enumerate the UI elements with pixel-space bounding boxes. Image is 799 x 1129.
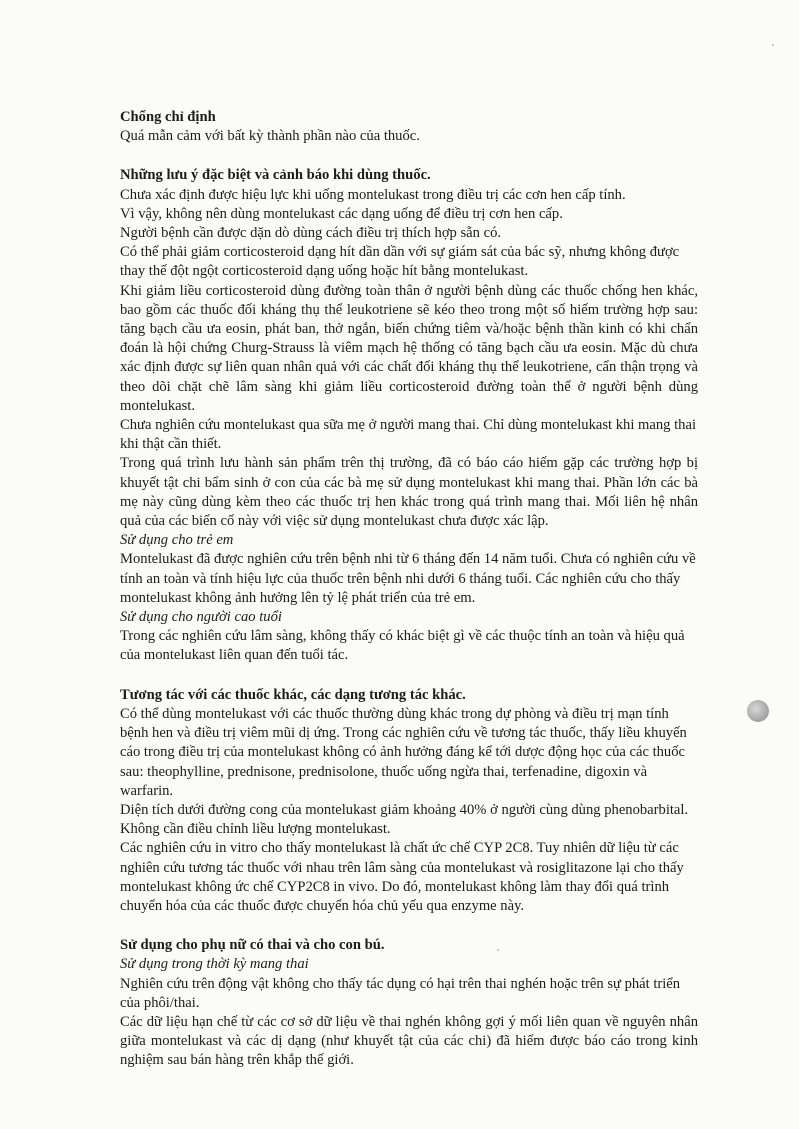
section-heading: Chống chỉ định: [120, 109, 216, 125]
paragraph: Trong quá trình lưu hành sản phẩm trên thị trường, đã có báo cáo hiếm gặp các trường hợp bị khuyết tật chi bẩm sinh ở con của các bà mẹ sử dụng montelukast khi mang thai. Phần lớn các bà mẹ này cũng dùng kèm theo các thuốc trị hen khác trong quá trình mang thai. Mối liên hệ nhân quả của các biến cố này với việc sử dụng montelukast chưa được xác lập.: [120, 455, 698, 530]
paragraph: Có thể phải giảm corticosteroid dạng hít dần dần với sự giám sát của bác sỹ, nhưng không được thay thế đột ngột corticosteroid dạng uống hoặc hít bằng montelukast.: [120, 244, 680, 280]
paragraph: Nghiên cứu trên động vật không cho thấy tác dụng có hại trên thai nghén hoặc trên sự phát triển của phôi/thai.: [120, 975, 681, 1011]
scan-speck: [772, 44, 774, 46]
punch-hole-mark: [747, 700, 769, 722]
paragraph: Khi giảm liều corticosteroid dùng đường toàn thân ở người bệnh dùng các thuốc chống hen khác, bao gồm các thuốc đối kháng thụ thể leukotriene sẽ kéo theo trong một số hiếm trường hợp sau: tăng bạch cầu ưa eosin, phát ban, thở ngắn, biến chứng tiêm và/hoặc bệnh thần kinh có khi chẩn đoán là hội chứng Churg-Strauss là viêm mạch hệ thống có tăng bạch cầu ưa eosin. Mặc dù chưa xác định được sự liên quan nhân quả với các chất đối kháng thụ thể leukotriene, cẩn thận trọng và theo dõi chặt chẽ lâm sàng khi giảm liều corticosteroid đường toàn thể ở người bệnh dùng montelukast.: [120, 282, 698, 414]
section-pregnancy: [120, 936, 698, 1070]
section-heading: Những lưu ý đặc biệt và cảnh báo khi dùng thuốc.: [120, 167, 431, 184]
paragraph: Chưa xác định được hiệu lực khi uống montelukast trong điều trị các cơn hen cấp tính.: [120, 186, 626, 203]
paragraph: Người bệnh cần được dặn dò dùng cách điều trị thích hợp sẵn có.: [120, 225, 502, 242]
document-page: [120, 108, 698, 1071]
section-heading: Tương tác với các thuốc khác, các dạng tương tác khác.: [120, 686, 466, 703]
paragraph: Có thể dùng montelukast với các thuốc thường dùng khác trong dự phòng và điều trị mạn tính bệnh hen và điều trị viêm mũi dị ứng. Trong các nghiên cứu về tương tác thuốc, thấy liều khuyến cáo trong điều trị của montelukast không có ảnh hưởng đáng kể tới dược động học của các thuốc sau: theophylline, prednisone, prednisolone, thuốc uống ngừa thai, terfenadine, digoxin và warfarin.: [120, 705, 687, 799]
section-contraindications: [120, 108, 698, 146]
paragraph: Chưa nghiên cứu montelukast qua sữa mẹ ở người mang thai. Chỉ dùng montelukast khi mang thai khi thật cần thiết.: [120, 417, 697, 453]
paragraph: Quá mẫn cảm với bất kỳ thành phần nào của thuốc.: [120, 128, 420, 145]
section-interactions: [120, 686, 698, 916]
paragraph: Các dữ liệu hạn chế từ các cơ sở dữ liệu về thai nghén không gợi ý mối liên quan về nguyên nhân giữa montelukast và các dị dạng (như khuyết tật của các chi) đã hiếm được báo cáo trong kinh nghiệm sau bán hàng trên khắp thế giới.: [120, 1013, 698, 1069]
subsection-title: Sử dụng trong thời kỳ mang thai: [120, 956, 309, 973]
subsection-title: Sử dụng cho trẻ em: [120, 532, 234, 549]
subsection-title: Sử dụng cho người cao tuổi: [120, 609, 282, 626]
paragraph: Diện tích dưới đường cong của montelukast giảm khoảng 40% ở người cùng dùng phenobarbital. Không cần điều chỉnh liều lượng montelukast.: [120, 801, 689, 838]
paragraph: Vì vậy, không nên dùng montelukast các dạng uống để điều trị cơn hen cấp.: [120, 205, 563, 222]
section-warnings: [120, 166, 698, 665]
paragraph: Trong các nghiên cứu lâm sàng, không thấy có khác biệt gì về các thuộc tính an toàn và hiệu quả của montelukast liên quan đến tuổi tác.: [120, 628, 685, 664]
section-heading: Sử dụng cho phụ nữ có thai và cho con bú.: [120, 937, 385, 954]
paragraph: Montelukast đã được nghiên cứu trên bệnh nhi từ 6 tháng đến 14 năm tuổi. Chưa có nghiên cứu về tính an toàn và tính hiệu lực của thuốc trên bệnh nhi dưới 6 tháng tuổi. Các nghiên cứu cho thấy montelukast không ảnh hưởng lên tỷ lệ phát triển của trẻ em.: [120, 551, 696, 606]
paragraph: Các nghiên cứu in vitro cho thấy montelukast là chất ức chế CYP 2C8. Tuy nhiên dữ liệu từ các nghiên cứu tương tác thuốc với nhau trên lâm sàng của montelukast và rosiglitazone lại cho thấy montelukast không ức chế CYP2C8 in vivo. Do đó, montelukast không làm thay đổi quá trình chuyển hóa của các thuốc được chuyển hóa chủ yếu qua enzyme này.: [120, 840, 684, 914]
